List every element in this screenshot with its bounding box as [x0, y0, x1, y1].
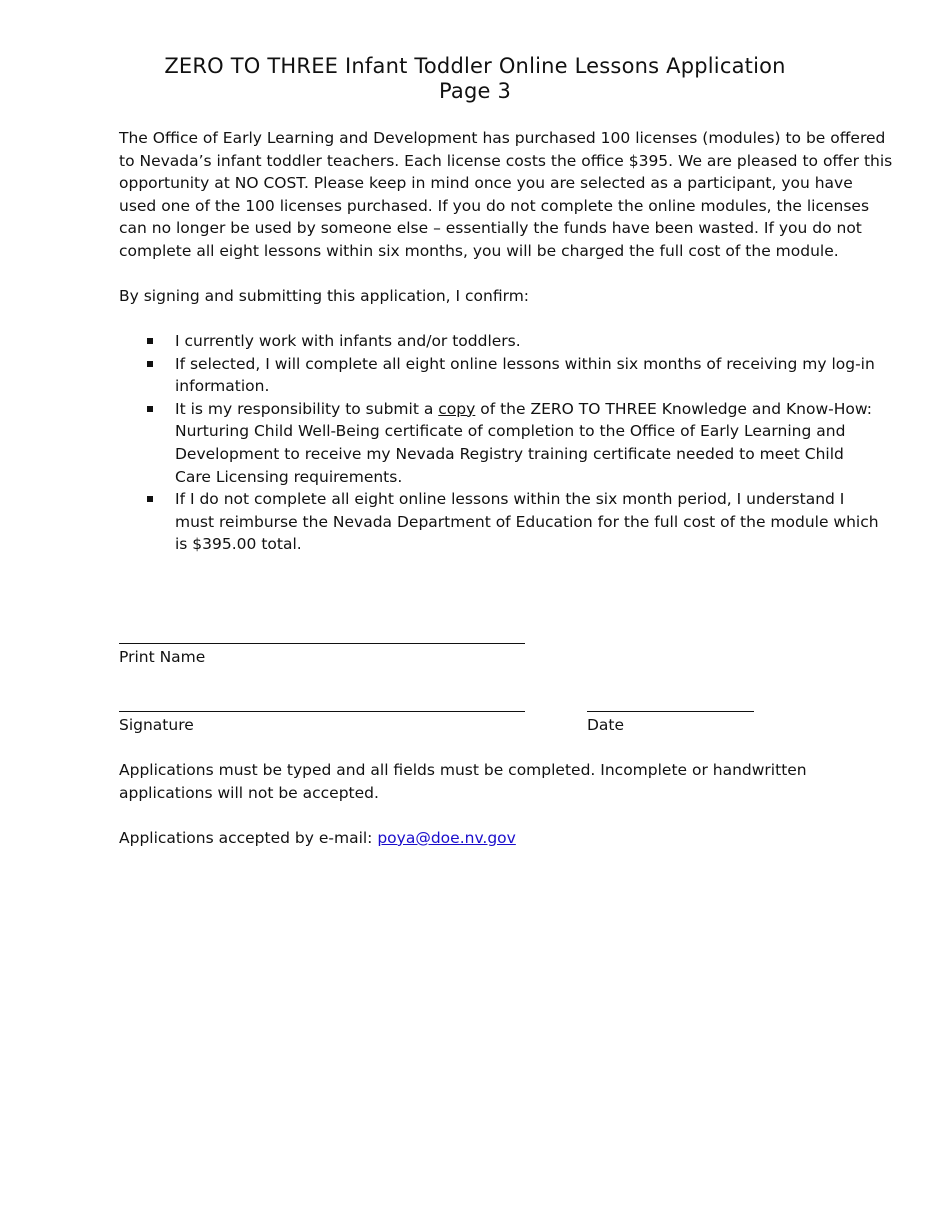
list-item	[119, 488, 879, 556]
signature-label: Signature	[119, 716, 194, 734]
confirm-item-work: I currently work with infants and/or toddlers.	[175, 332, 521, 350]
print-name-label: Print Name	[119, 648, 206, 666]
intro-paragraph: The Office of Early Learning and Development has purchased 100 licenses (modules) to be offered to Nevada’s infant toddler teachers. Each license costs the office $395. We are pleased to offer this opportunity at NO COST. Please keep in mind once you are selected as a participant, you have used one of the 100 licenses purchased. If you do not complete the online modules, the licenses can no longer be used by someone else – essentially the funds have been wasted. If you do not complete all eight lessons within six months, you will be charged the full cost of the module.	[119, 129, 893, 260]
page-number: Page 3	[438, 79, 512, 103]
confirm-item-complete: If selected, I will complete all eight online lessons within six months of receiving my log-in information.	[175, 354, 875, 396]
square-bullet-icon	[147, 496, 153, 502]
print-name-field[interactable]	[119, 643, 525, 644]
square-bullet-icon	[147, 338, 153, 344]
email-prefix: Applications accepted by e-mail:	[119, 829, 378, 847]
square-bullet-icon	[147, 406, 153, 412]
confirm-item-reimburse: If I do not complete all eight online lessons within the six month period, I understand I must reimburse the Nevada Department of Education for the full cost of the module which is $395.00 total.	[175, 490, 879, 554]
confirmation-list	[119, 330, 879, 556]
list-item	[119, 398, 879, 488]
document-title: ZERO TO THREE Infant Toddler Online Lessons Application	[164, 54, 786, 78]
signature-field[interactable]	[119, 711, 525, 712]
confirm-item-certificate-rest: of the ZERO TO THREE Knowledge and Know-How: Nurturing Child Well-Being certificate of completion to the Office of Early Learning and Development to receive my Nevada Registry training certificate needed to meet Child Care Licensing requirements.	[175, 399, 872, 486]
list-item	[119, 330, 879, 353]
list-item	[119, 353, 879, 398]
document-header	[0, 54, 950, 104]
email-line	[119, 827, 894, 850]
date-field[interactable]	[587, 711, 754, 712]
email-link[interactable]: poya@doe.nv.gov	[377, 829, 516, 847]
square-bullet-icon	[147, 361, 153, 367]
confirm-item-certificate-start: It is my responsibility to submit a	[175, 399, 439, 418]
date-label: Date	[587, 716, 625, 734]
confirm-intro: By signing and submitting this application, I confirm:	[119, 287, 530, 305]
confirm-item-certificate-copy: copy	[438, 399, 476, 418]
submission-note: Applications must be typed and all fields must be completed. Incomplete or handwritten applications will not be accepted.	[119, 761, 807, 802]
